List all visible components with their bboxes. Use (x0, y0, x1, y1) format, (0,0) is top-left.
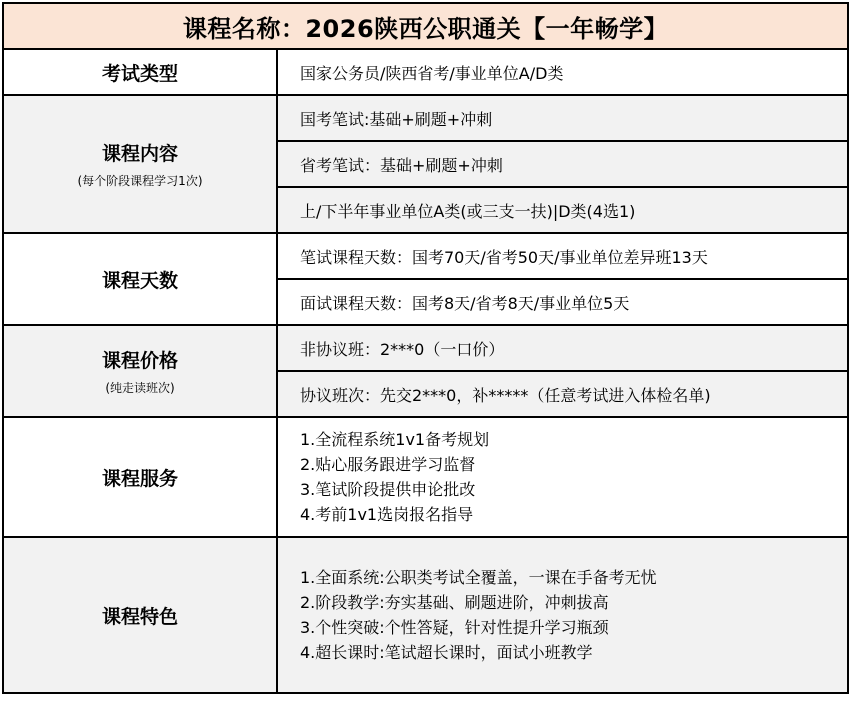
course-days-label: 课程天数 (3, 233, 277, 325)
course-service-item: 4.考前1v1选岗报名指导 (300, 505, 474, 524)
course-table (2, 2, 849, 694)
course-price-label: 课程价格 (101, 350, 178, 372)
title-row (3, 3, 848, 49)
course-feature-item: 1.全面系统:公职类考试全覆盖，一课在手备考无忧 (300, 568, 657, 587)
course-service-list (277, 417, 848, 537)
course-price-label-cell (3, 325, 277, 417)
course-content-item: 省考笔试：基础+刷题+冲刺 (277, 141, 848, 187)
course-price-item: 协议班次：先交2***0，补*****（任意考试进入体检名单) (277, 371, 848, 417)
exam-type-row (3, 49, 848, 95)
course-service-label: 课程服务 (3, 417, 277, 537)
course-days-item: 面试课程天数：国考8天/省考8天/事业单位5天 (277, 279, 848, 325)
course-service-item: 1.全流程系统1v1备考规划 (300, 430, 490, 449)
course-price-note: (纯走读班次) (105, 381, 175, 395)
course-service-row (3, 417, 848, 537)
course-content-label-cell (3, 95, 277, 233)
course-feature-item: 3.个性突破:个性答疑，针对性提升学习瓶颈 (300, 618, 609, 637)
course-features-label: 课程特色 (3, 537, 277, 693)
course-content-item: 上/下半年事业单位A类(或三支一扶)|D类(4选1) (277, 187, 848, 233)
course-content-note: (每个阶段课程学习1次) (77, 174, 203, 188)
course-content-label: 课程内容 (101, 143, 178, 165)
course-title: 课程名称：2026陕西公职通关【一年畅学】 (3, 3, 848, 49)
course-content-item: 国考笔试:基础+刷题+冲刺 (277, 95, 848, 141)
course-service-item: 3.笔试阶段提供申论批改 (300, 480, 476, 499)
exam-type-label: 考试类型 (3, 49, 277, 95)
course-price-item: 非协议班：2***0（一口价） (277, 325, 848, 371)
course-features-row (3, 537, 848, 693)
exam-type-value: 国家公务员/陕西省考/事业单位A/D类 (277, 49, 848, 95)
course-feature-item: 2.阶段教学:夯实基础、刷题进阶，冲刺拔高 (300, 593, 609, 612)
course-price-row (3, 325, 848, 371)
course-days-item: 笔试课程天数：国考70天/省考50天/事业单位差异班13天 (277, 233, 848, 279)
course-days-row (3, 233, 848, 279)
course-feature-item: 4.超长课时:笔试超长课时，面试小班教学 (300, 643, 593, 662)
course-features-list (277, 537, 848, 693)
course-service-item: 2.贴心服务跟进学习监督 (300, 455, 476, 474)
course-content-row (3, 95, 848, 141)
